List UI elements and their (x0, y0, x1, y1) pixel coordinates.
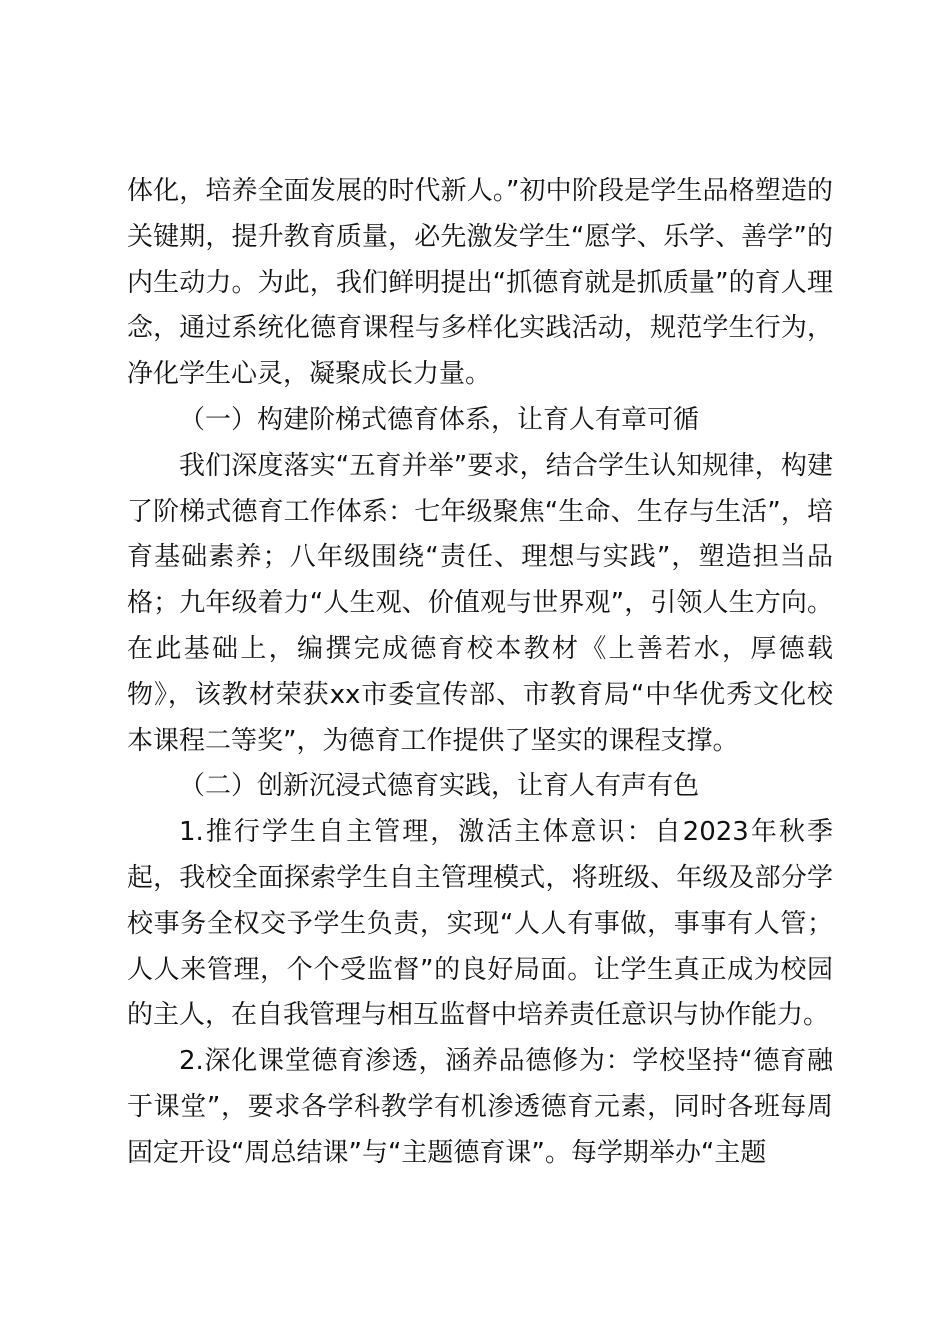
section-heading-2: （二）创新沉浸式德育实践，让育人有声有色 (179, 771, 700, 802)
section-heading-1: （一）构建阶梯式德育体系，让育人有章可循 (179, 404, 700, 435)
document-body (127, 169, 833, 1177)
paragraph-classroom-moral: 2.深化课堂德育渗透，涵养品德修为：学校坚持“德育融于课堂”，要求各学科教学有机渗透德育元素，同时各班每周固定开设“周总结课”与“主题德育课”。每学期举办“主题 (127, 1046, 833, 1168)
paragraph-continuation: 体化，培养全面发展的时代新人。”初中阶段是学生品格塑造的关键期，提升教育质量，必先激发学生“愿学、乐学、善学”的内生动力。为此，我们鲜明提出“抓德育就是抓质量”的育人理念，通过系统化德育课程与多样化实践活动，规范学生行为，净化学生心灵，凝聚成长力量。 (127, 176, 833, 390)
paragraph-self-management: 1.推行学生自主管理，激活主体意识：自2023年秋季起，我校全面探索学生自主管理模式，将班级、年级及部分学校事务全权交予学生负责，实现“人人有事做，事事有人管；人人来管理，个个受监督”的良好局面。让学生真正成为校园的主人，在自我管理与相互监督中培养责任意识与协作能力。 (127, 817, 833, 1031)
paragraph-moral-system: 我们深度落实“五育并举”要求，结合学生认知规律，构建了阶梯式德育工作体系：七年级聚焦“生命、生存与生活”，培育基础素养；八年级围绕“责任、理想与实践”，塑造担当品格；九年级着力“人生观、价值观与世界观”，引领人生方向。在此基础上，编撰完成德育校本教材《上善若水，厚德载物》，该教材荣获xx市委宣传部、市教育局“中华优秀文化校本课程二等奖”，为德育工作提供了坚实的课程支撑。 (127, 450, 833, 756)
